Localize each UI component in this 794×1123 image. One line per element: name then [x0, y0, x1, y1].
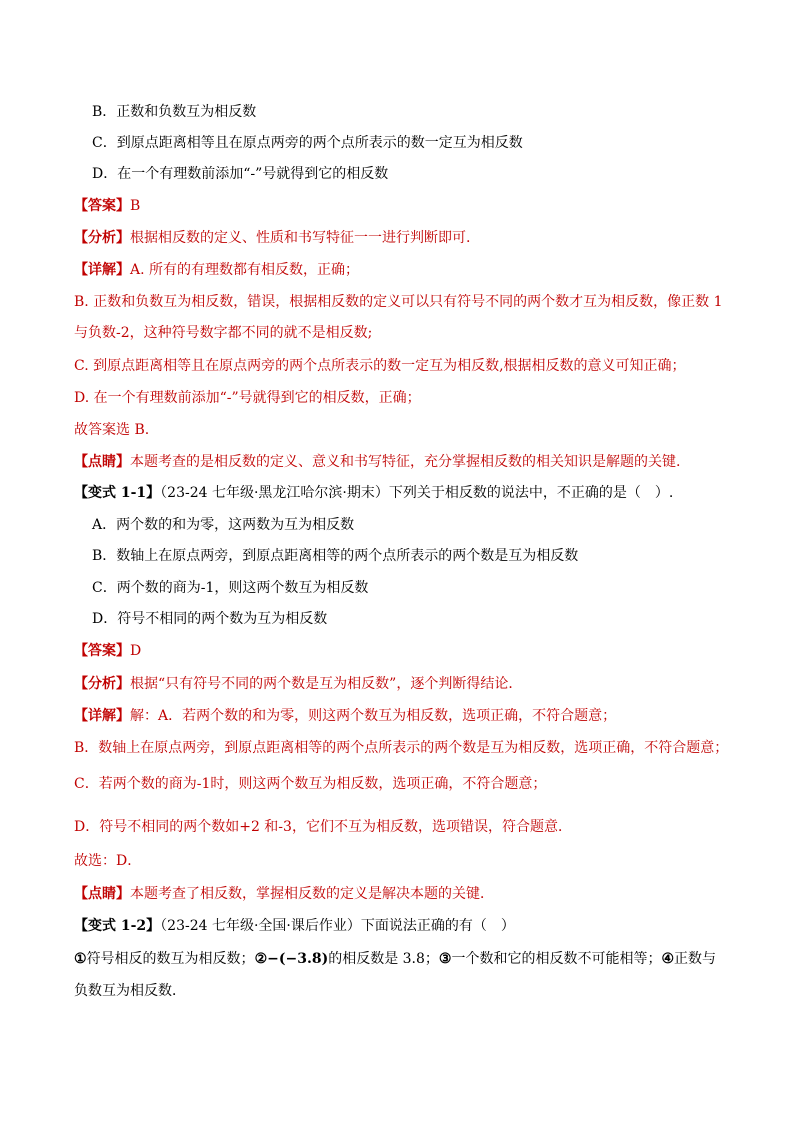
statement-2-expression: −(−3.8): [267, 951, 329, 967]
comment-tag: 【点睛】: [74, 454, 130, 470]
statement-1: 符号相反的数互为相反数；: [86, 951, 255, 967]
detail-b-2: B．数轴上在原点两旁，到原点距离相等的两个点所表示的两个数是互为相反数，选项正确，不符合题意；: [74, 740, 729, 756]
comment-text-2: 本题考查了相反数，掌握相反数的定义是解决本题的关键．: [130, 886, 494, 902]
variant-1-2-question: [74, 916, 515, 936]
variant-1-1-question: [74, 483, 673, 503]
variant-source: （23-24 七年级·黑龙江哈尔滨·期末）: [160, 485, 389, 501]
statement-1-number: ①: [74, 951, 87, 967]
analysis-line-2: [74, 674, 522, 694]
answer-value-2: D: [130, 643, 142, 659]
variant-tag: 【变式 1-1】: [74, 485, 161, 501]
statement-2-number: ②: [254, 951, 268, 967]
detail-tag: 【详解】: [74, 262, 130, 278]
statements-line: [74, 949, 716, 969]
option-b: B．正数和负数互为相反数: [92, 104, 257, 120]
answer-line: [74, 196, 140, 216]
detail-d: D. 在一个有理数前添加“-”号就得到它的相反数，正确；: [74, 390, 421, 406]
detail-a-2: 解：A．若两个数的和为零，则这两个数互为相反数，选项正确，不符合题意；: [130, 708, 617, 724]
detail-b-line2: 与负数-2，这种符号数字都不同的就不是相反数;: [74, 325, 373, 341]
variant-tag-2: 【变式 1-2】: [74, 918, 161, 934]
analysis-tag: 【分析】: [74, 230, 130, 246]
detail-d-2: D．符号不相同的两个数如+2 和-3，它们不互为相反数，选项错误，符合题意．: [74, 819, 572, 835]
analysis-tag-2: 【分析】: [74, 676, 130, 692]
detail-a: A. 所有的有理数都有相反数，正确；: [130, 262, 360, 278]
comment-text: 本题考查的是相反数的定义、意义和书写特征，充分掌握相反数的相关知识是解题的关键.: [130, 454, 681, 470]
answer-tag: 【答案】: [74, 198, 130, 214]
analysis-text: 根据相反数的定义、性质和书写特征一一进行判断即可.: [130, 230, 471, 246]
analysis-text-2: 根据“只有符号不同的两个数是互为相反数”，逐个判断得结论．: [130, 676, 523, 692]
detail-b-line1: B. 正数和负数互为相反数，错误，根据相反数的定义可以只有符号不同的两个数才互为相反数，像正数 1: [74, 294, 723, 310]
variant-option-a: A．两个数的和为零，这两数为互为相反数: [92, 517, 355, 533]
statement-4: 正数与: [674, 951, 717, 967]
answer-line-2: [74, 641, 141, 661]
detail-tag-2: 【详解】: [74, 708, 130, 724]
comment-line: [74, 452, 680, 472]
detail-c-2: C．若两个数的商为-1时，则这两个数互为相反数，选项正确，不符合题意；: [74, 776, 547, 792]
detail-line: [74, 260, 359, 280]
statement-4-number: ④: [661, 951, 675, 967]
variant-option-b: B．数轴上在原点两旁，到原点距离相等的两个点所表示的两个数是互为相反数: [92, 548, 579, 564]
option-c: C．到原点距离相等且在原点两旁的两个点所表示的数一定互为相反数: [92, 135, 523, 151]
option-d: D．在一个有理数前添加“-”号就得到它的相反数: [92, 166, 389, 182]
statement-3: 一个数和它的相反数不可能相等；: [451, 951, 662, 967]
statement-2: 的相反数是 3.8；: [328, 951, 439, 967]
statement-4-continued: 负数互为相反数．: [74, 983, 186, 999]
variant-question-2: 下面说法正确的有（ ）: [360, 918, 515, 934]
variant-question: 下列关于相反数的说法中，不正确的是（ ）.: [388, 485, 674, 501]
answer-tag-2: 【答案】: [74, 643, 130, 659]
detail-c: C. 到原点距离相等且在原点两旁的两个点所表示的数一定互为相反数,根据相反数的意义可知正确；: [74, 358, 686, 374]
comment-tag-2: 【点睛】: [74, 886, 130, 902]
variant-option-d: D．符号不相同的两个数为互为相反数: [92, 611, 328, 627]
statement-3-number: ③: [438, 951, 452, 967]
variant-source-2: （23-24 七年级·全国·课后作业）: [160, 918, 361, 934]
conclusion-2: 故选：D．: [74, 853, 142, 869]
detail-line-2: [74, 706, 616, 726]
analysis-line: [74, 228, 470, 248]
comment-line-2: [74, 884, 494, 904]
variant-option-c: C．两个数的商为-1，则这两个数互为相反数: [92, 580, 369, 596]
answer-value: B: [130, 198, 141, 214]
conclusion: 故答案选 B.: [74, 422, 150, 438]
